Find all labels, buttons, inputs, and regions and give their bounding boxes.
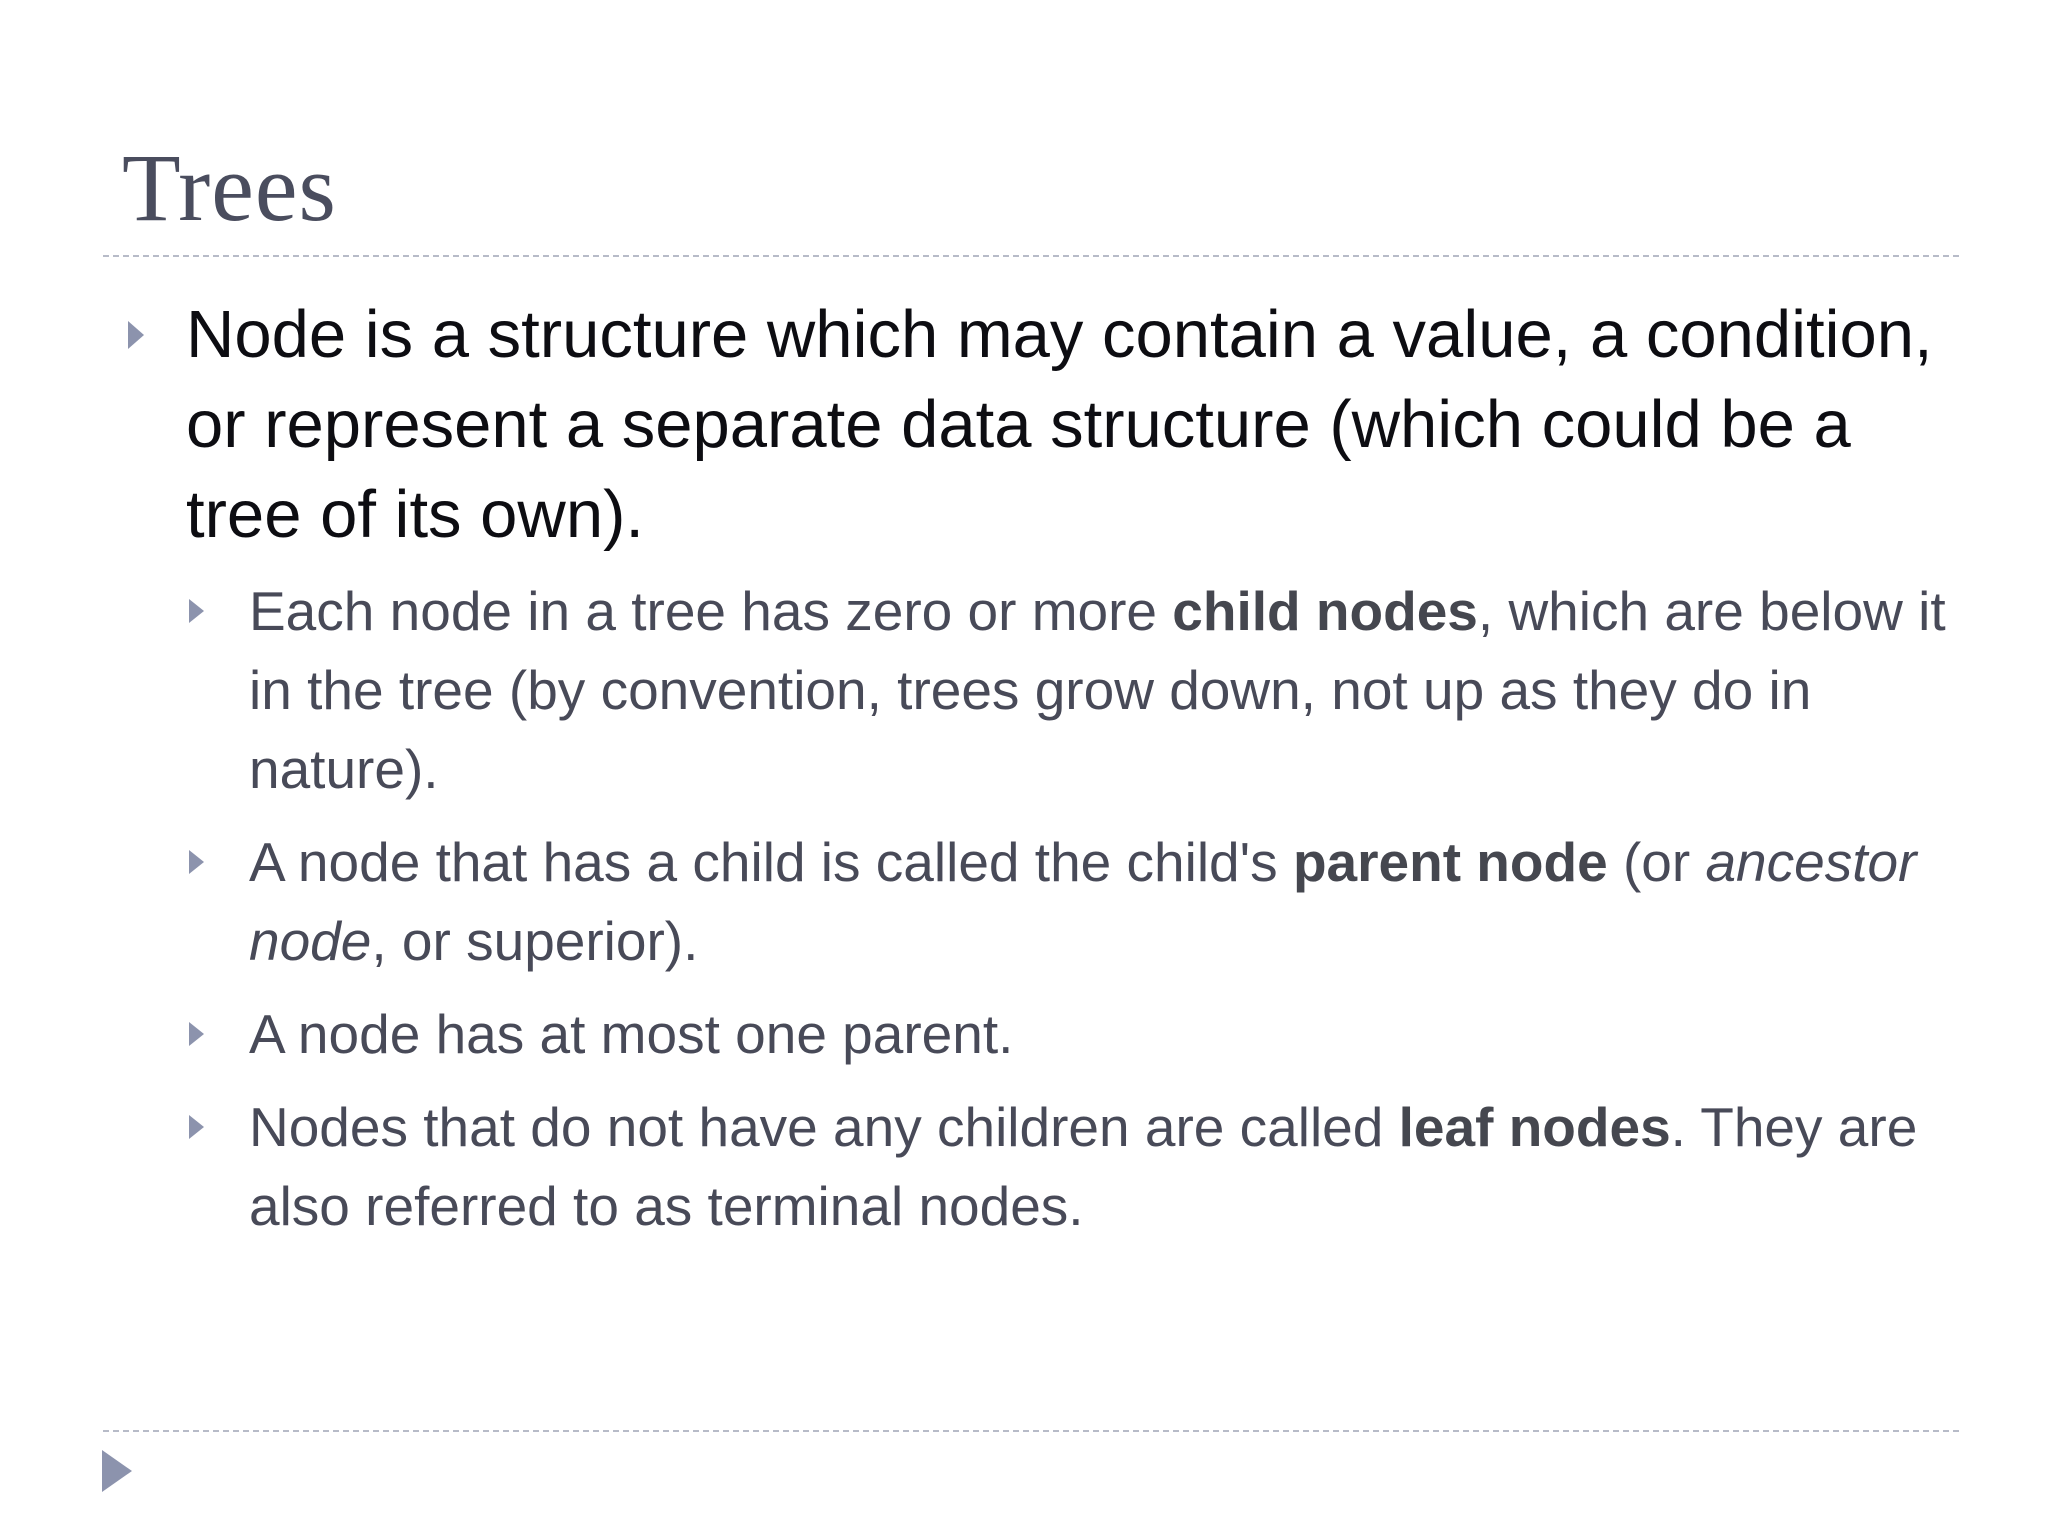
sub-bullet-child-nodes	[189, 572, 1958, 809]
sub-bullet-text: A node has at most one parent.	[249, 1003, 1014, 1065]
sub-bullet-text: Each node in a tree has zero or more	[249, 580, 1173, 642]
bullet-arrow-icon	[189, 850, 204, 874]
title-divider	[103, 255, 1959, 257]
slide-content	[128, 290, 1958, 1260]
sub-bullet-text: , or superior).	[371, 910, 699, 972]
bullet-arrow-icon	[128, 321, 144, 349]
corner-arrow-icon	[102, 1450, 132, 1492]
main-bullet-text: Node is a structure which may contain a value, a condition, or represent a separate data structure (which could be a tree of its own).	[186, 297, 1933, 552]
term-parent-node: parent node	[1292, 831, 1608, 893]
slide-title: Trees	[122, 134, 337, 241]
bullet-arrow-icon	[189, 1022, 204, 1046]
footer-divider	[103, 1430, 1959, 1432]
sub-bullet-text: Nodes that do not have any children are called	[249, 1096, 1399, 1158]
term-ancestor-node: ancestor node	[249, 831, 1917, 972]
sub-bullet-text: . They are also referred to as terminal nodes.	[249, 1096, 1918, 1237]
term-leaf-nodes: leaf nodes	[1398, 1096, 1671, 1158]
sub-bullet-parent-node	[189, 823, 1958, 981]
term-child-nodes: child nodes	[1172, 580, 1478, 642]
bullet-arrow-icon	[189, 599, 204, 623]
sub-bullet-leaf-nodes	[189, 1088, 1958, 1246]
sub-bullet-one-parent	[189, 995, 1958, 1074]
sub-bullet-text: , which are below it in the tree (by convention, trees grow down, not up as they do in nature).	[249, 580, 1946, 800]
sub-bullet-list	[128, 572, 1958, 1246]
sub-bullet-text: A node that has a child is called the child's	[249, 831, 1293, 893]
sub-bullet-text: (or	[1607, 831, 1706, 893]
bullet-arrow-icon	[189, 1115, 204, 1139]
main-bullet	[128, 290, 1958, 560]
